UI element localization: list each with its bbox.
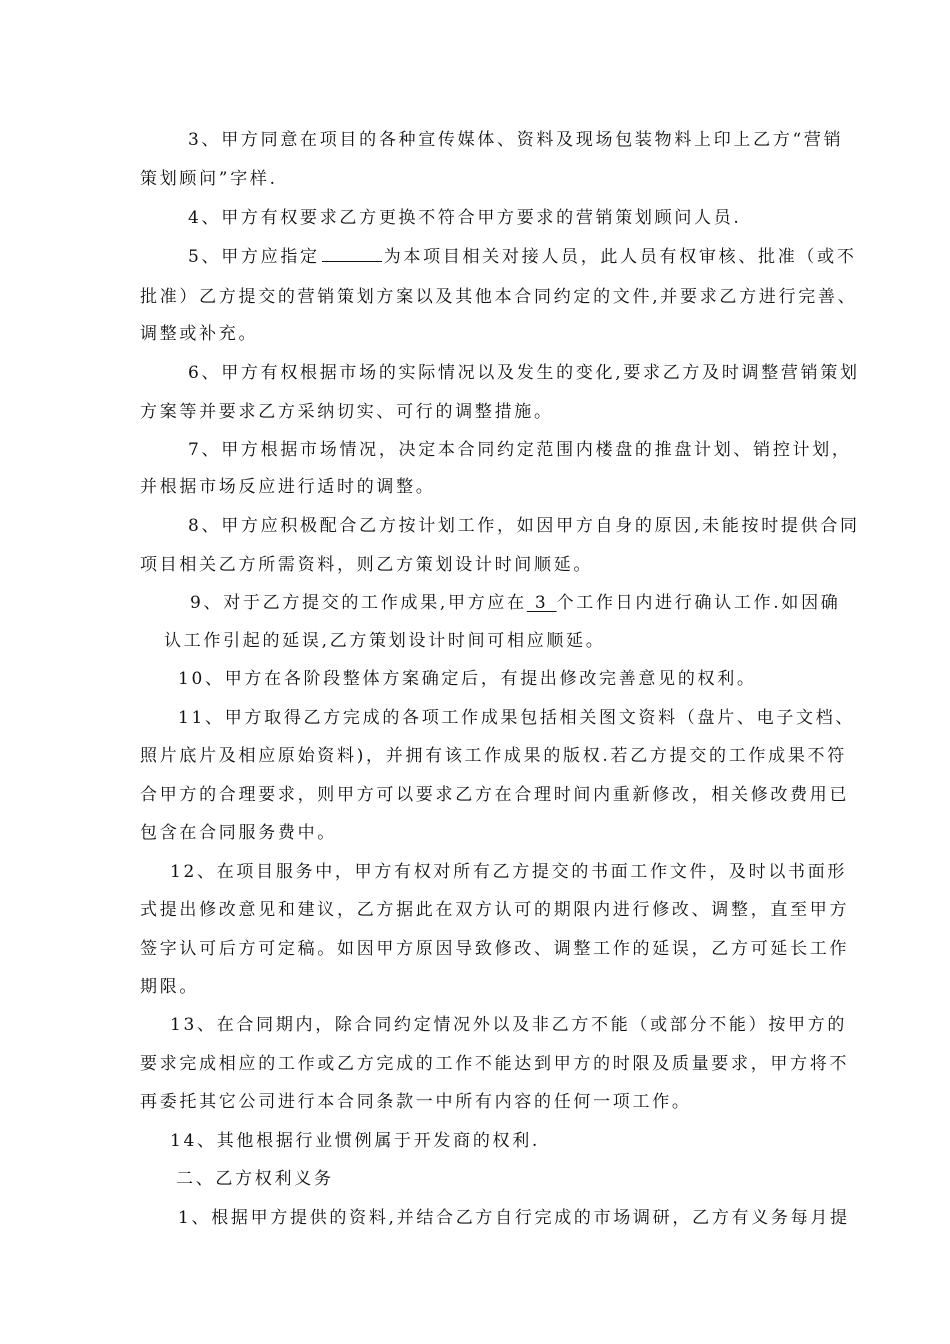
text-line: 认工作引起的延误,乙方策划设计时间可相应顺延。	[164, 631, 606, 651]
text-line: 要求完成相应的工作或乙方完成的工作不能达到甲方的时限及质量要求，甲方将不	[140, 1054, 850, 1074]
text-line: 签字认可后方可定稿。如因甲方原因导致修改、调整工作的延误，乙方可延长工作	[140, 939, 850, 959]
text-line: 8、甲方应积极配合乙方按计划工作，如因甲方自身的原因,未能按时提供合同	[188, 516, 860, 536]
text-line: 4、甲方有权要求乙方更换不符合甲方要求的营销策划顾问人员.	[188, 208, 742, 228]
text-line	[190, 591, 840, 615]
text-line: 项目相关乙方所需资料，则乙方策划设计时间顺延。	[140, 555, 594, 575]
text-line: 期限。	[140, 977, 200, 997]
text-line: 14、其他根据行业惯例属于开发商的权利.	[170, 1131, 541, 1151]
text-line: 批准）乙方提交的营销策划方案以及其他本合同约定的文件,并要求乙方进行完善、	[140, 287, 858, 307]
text-line: 调整或补充。	[140, 324, 259, 344]
text-segment: 9、对于乙方提交的工作成果,甲方应在	[190, 593, 527, 613]
text-line: 11、甲方取得乙方完成的各项工作成果包括相关图文资料（盘片、电子文档、	[178, 708, 856, 728]
section-heading: 二、乙方权利义务	[176, 1169, 334, 1189]
text-line: 1、根据甲方提供的资料,并结合乙方自行完成的市场调研，乙方有义务每月提	[178, 1208, 850, 1228]
text-line: 策划顾问”字样.	[140, 169, 278, 189]
text-line: 式提出修改意见和建议，乙方据此在双方认可的期限内进行修改、调整，直至甲方	[140, 900, 850, 920]
blank-field	[322, 247, 382, 262]
text-line: 并根据市场反应进行适时的调整。	[140, 477, 436, 497]
text-line: 10、甲方在各阶段整体方案确定后，有提出修改完善意见的权利。	[178, 669, 757, 689]
text-line: 合甲方的合理要求，则甲方可以要求乙方在合理时间内重新修改，相关修改费用已	[140, 785, 850, 805]
text-line: 3、甲方同意在项目的各种宣传媒体、资料及现场包装物料上印上乙方“营销	[188, 130, 844, 150]
underlined-days-value: 3	[526, 593, 557, 613]
text-line: 包含在合同服务费中。	[140, 823, 337, 843]
text-line	[188, 245, 857, 269]
text-segment: 5、甲方应指定	[188, 247, 320, 267]
text-line: 6、甲方有权根据市场的实际情况以及发生的变化,要求乙方及时调整营销策划	[188, 363, 860, 383]
text-segment: 个工作日内进行确认工作.如因确	[556, 593, 841, 613]
text-segment: 为本项目相关对接人员，此人员有权审核、批准（或不	[383, 247, 857, 267]
text-line: 7、甲方根据市场情况，决定本合同约定范围内楼盘的推盘计划、销控计划，	[188, 440, 852, 460]
text-line: 12、在项目服务中，甲方有权对所有乙方提交的书面工作文件，及时以书面形	[170, 862, 848, 882]
text-line: 13、在合同期内，除合同约定情况外以及非乙方不能（或部分不能）按甲方的	[170, 1015, 848, 1035]
text-line: 方案等并要求乙方采纳切实、可行的调整措施。	[140, 402, 554, 422]
text-line: 再委托其它公司进行本合同条款一中所有内容的任何一项工作。	[140, 1092, 692, 1112]
text-line: 照片底片及相应原始资料)，并拥有该工作成果的版权.若乙方提交的工作成果不符	[140, 746, 847, 766]
